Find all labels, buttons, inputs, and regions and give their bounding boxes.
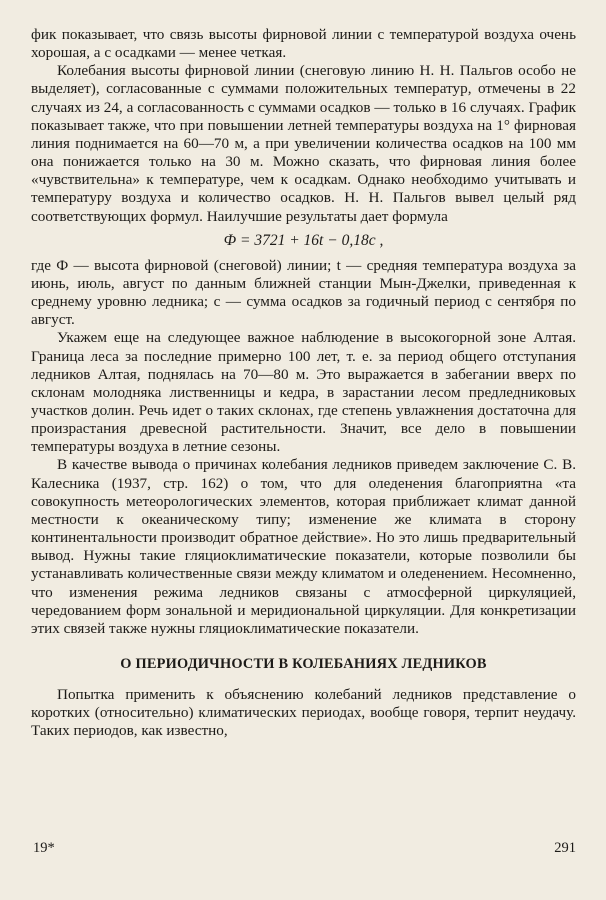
paragraph: фик показывает, что связь высоты фирновой линии с температурой воздуха очень хорошая, а с осадками — менее четкая. <box>31 26 576 62</box>
signature-mark: 19* <box>33 840 55 856</box>
paragraph: Попытка применить к объяснению колебаний ледников представление о коротких (относительно) климатических периодах, вообще говоря, терпит неудачу. Таких периодов, как известно, <box>31 686 576 740</box>
paragraph: где Ф — высота фирновой (снеговой) линии; t — средняя температура воздуха за июнь, июль, август по данным ближней станции Мын-Джелки, приведенная к среднему уровню ледника; c — сумма осадков за годичный период с сентября по август. <box>31 256 576 329</box>
formula-text: Ф = 3721 + 16t − 0,18c , <box>223 231 384 249</box>
formula <box>31 230 576 252</box>
page-text <box>31 26 576 741</box>
section-heading: О ПЕРИОДИЧНОСТИ В КОЛЕБАНИЯХ ЛЕДНИКОВ <box>120 656 487 672</box>
paragraph: Укажем еще на следующее важное наблюдение в высокогорной зоне Алтая. Граница леса за последние примерно 100 лет, т. е. за период общего отступания ледников Алтая, поднялась на 70—80 м. Это выражается в забегании вверх по склонам молодняка лиственницы и кедра, в зарастании лесом предледниковых участков долин. Речь идет о таких склонах, где степень увлажнения достаточна для произрастания древесной растительности. Значит, все дело в повышении температуры воздуха в летние сезоны. <box>31 329 576 456</box>
page-footer <box>33 840 576 857</box>
page-number: 291 <box>554 840 576 856</box>
paragraph: Колебания высоты фирновой линии (снеговую линию Н. Н. Пальгов особо не выделяет), согласованные с суммами положительных температур, отмечены в 22 случаях из 24, а согласованность с суммами осадков — только в 16 случаях. График показывает также, что при повышении летней температуры воздуха на 1° фирновая линия поднимается на 60—70 м, а при увеличении количества осадков на 100 мм она понижается только на 30 м. Можно сказать, что фирновая линия более «чувствительна» к температуре, чем к осадкам. Однако необходимо учитывать и температуру воздуха и количество осадков. Н. Н. Пальгов вывел целый ряд соответствующих формул. Наилучшие результаты дает формула <box>31 62 576 225</box>
paragraph: В качестве вывода о причинах колебания ледников приведем заключение С. В. Калесника (1937, стр. 162) о том, что для оледенения благоприятна «та совокупность метеорологических элементов, которая приближает климат данной местности к океаническому типу; изменение же климата в сторону континентальности производит обратное действие». Но это лишь предварительный вывод. Нужны такие гляциоклиматические показатели, которые позволили бы устанавливать количественные связи между климатом и оледенением. Несомненно, что изменения режима ледников связаны с атмосферной циркуляцией, чередованием форм зональной и меридиональной циркуляции. Для конкретизации этих связей также нужны гляциоклиматические показатели. <box>31 456 576 637</box>
